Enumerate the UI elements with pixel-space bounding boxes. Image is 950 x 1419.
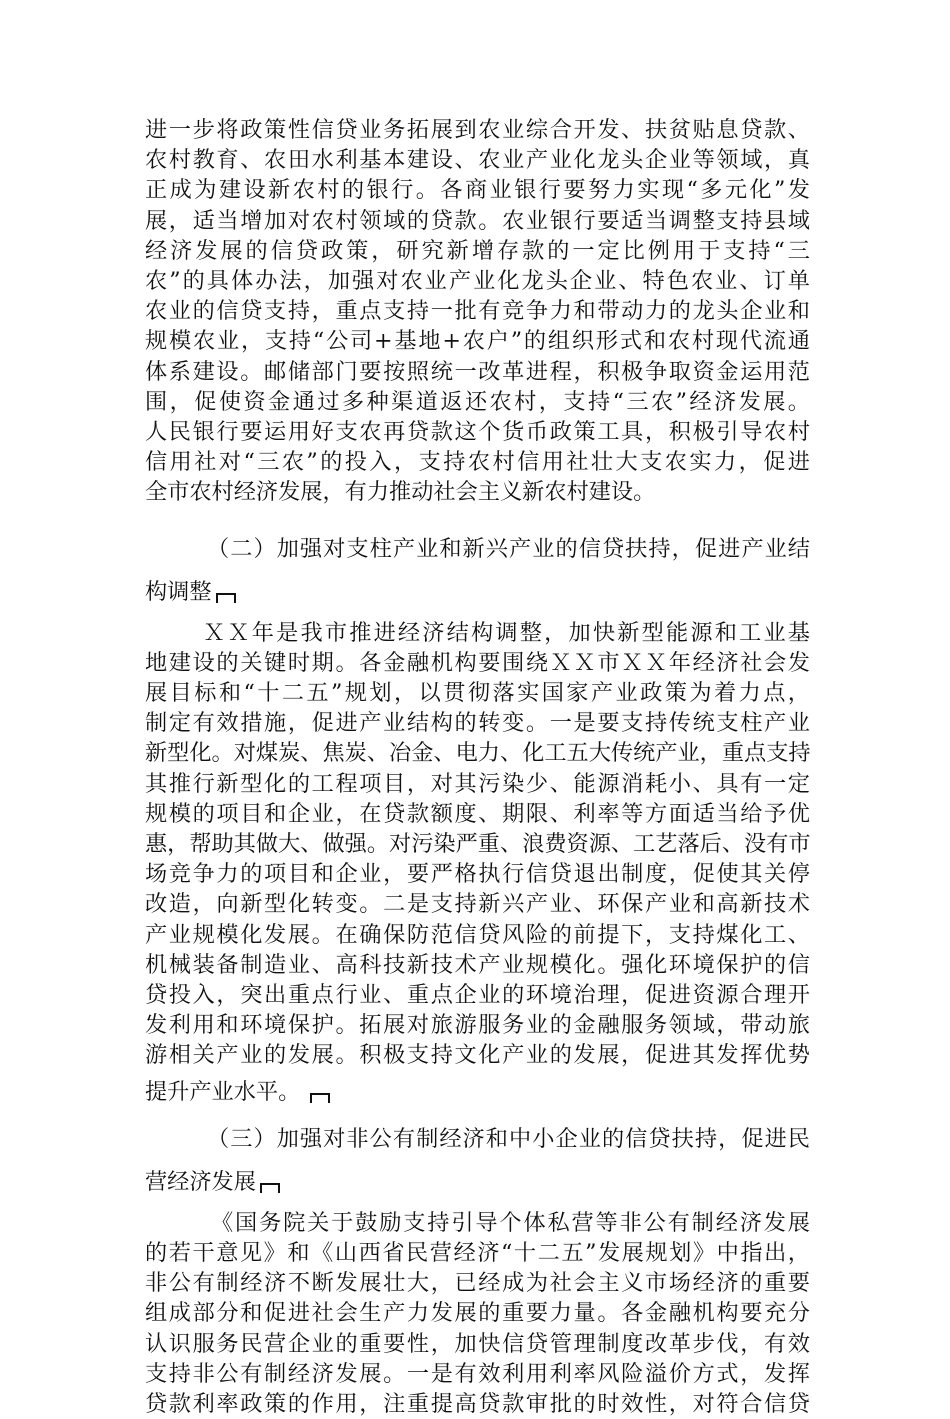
section-heading-2 <box>145 528 810 571</box>
text-line: 《国务院关于鼓励支持引导个体私营等非公有制经济发展 <box>211 1209 810 1236</box>
text-line: 进一步将政策性信贷业务拓展到农业综合开发、扶贫贴息贷款、 <box>145 117 810 143</box>
paragraph-private-economy <box>145 1208 810 1419</box>
text-line: 展目标和“十二五”规划，以贯彻落实国家产业政策为着力点， <box>145 680 810 707</box>
document-page <box>145 115 810 1419</box>
section-heading-3-cont <box>145 1161 810 1204</box>
section-heading-3 <box>145 1118 810 1161</box>
text-line: 经济发展的信贷政策，研究新增存款的一定比例用于支持“三 <box>145 237 810 264</box>
text-line: 贷款利率政策的作用，注重提高贷款审批的时效性，对符合信贷 <box>145 1390 810 1417</box>
paragraph-mark-icon <box>310 1093 330 1103</box>
text-line: 规模的项目和企业，在贷款额度、期限、利率等方面适当给予优 <box>145 800 810 827</box>
text-line: 制定有效措施，促进产业结构的转变。一是要支持传统支柱产业 <box>145 710 810 737</box>
text-line: 地建设的关键时期。各金融机构要围绕ＸＸ市ＸＸ年经济社会发 <box>145 649 810 676</box>
text-line: 产业规模化发展。在确保防范信贷风险的前提下，支持煤化工、 <box>145 921 810 948</box>
text-line: 其推行新型化的工程项目，对其污染少、能源消耗小、具有一定 <box>145 770 810 797</box>
text-line: 改造，向新型化转变。二是支持新兴产业、环保产业和高新技术 <box>145 891 810 918</box>
paragraph-mark-icon <box>260 1183 280 1193</box>
text-line: 的若干意见》和《山西省民营经济“十二五”发展规划》中指出， <box>145 1239 810 1266</box>
text-line: 新型化。对煤炭、焦炭、冶金、电力、化工五大传统产业，重点支持 <box>145 740 811 767</box>
text-line: 全市农村经济发展，有力推动社会主义新农村建设。 <box>145 479 656 506</box>
text-line: 人民银行要运用好支农再贷款这个货币政策工具，积极引导农村 <box>145 419 810 446</box>
text-line: 非公有制经济不断发展壮大，已经成为社会主义市场经济的重要 <box>145 1270 810 1297</box>
text-line: 围，促使资金通过多种渠道返还农村，支持“三农”经济发展。 <box>145 388 810 415</box>
text-line: 规模农业，支持“公司+基地+农户”的组织形式和农村现代流通 <box>145 328 810 355</box>
section-heading-2-cont <box>145 571 810 614</box>
heading-line: 构调整 <box>145 578 212 605</box>
text-line: 农业的信贷支持，重点支持一批有竞争力和带动力的龙头企业和 <box>145 298 810 325</box>
text-line: 提升产业水平。 <box>145 1078 301 1105</box>
text-line: 机械装备制造业、高科技新技术产业规模化。强化环境保护的信 <box>145 951 810 978</box>
text-line: 农村教育、农田水利基本建设、农业产业化龙头企业等领域，真 <box>145 147 810 174</box>
text-line: 支持非公有制经济发展。一是有效利用利率风险溢价方式，发挥 <box>145 1360 810 1387</box>
heading-line: （三）加强对非公有制经济和中小企业的信贷扶持，促进民 <box>207 1125 810 1152</box>
heading-line: 营经济发展 <box>145 1168 256 1195</box>
text-line: 认识服务民营企业的重要性，加快信贷管理制度改革步伐，有效 <box>145 1330 810 1357</box>
paragraph-mark-icon <box>216 593 236 603</box>
text-line: 惠，帮助其做大、做强。对污染严重、浪费资源、工艺落后、没有市 <box>145 831 811 858</box>
text-line: ＸＸ年是我市推进经济结构调整，加快新型能源和工业基 <box>203 619 810 646</box>
paragraph-tail <box>145 1071 810 1114</box>
text-line: 发利用和环境保护。拓展对旅游服务业的金融服务领域，带动旅 <box>145 1012 810 1039</box>
text-line: 体系建设。邮储部门要按照统一改革进程，积极争取资金运用范 <box>145 358 810 385</box>
text-line: 正成为建设新农村的银行。各商业银行要努力实现“多元化”发 <box>145 177 810 204</box>
text-line: 信用社对“三农”的投入，支持农村信用社壮大支农实力，促进 <box>145 449 810 476</box>
text-line: 游相关产业的发展。积极支持文化产业的发展，促进其发挥优势 <box>145 1042 810 1069</box>
text-line: 场竞争力的项目和企业，要严格执行信贷退出制度，促使其关停 <box>145 861 810 888</box>
text-line: 展，适当增加对农村领域的贷款。农业银行要适当调整支持县域 <box>145 207 810 234</box>
text-line: 农”的具体办法，加强对农业产业化龙头企业、特色农业、订单 <box>145 268 810 295</box>
heading-line: （二）加强对支柱产业和新兴产业的信贷扶持，促进产业结 <box>207 535 810 562</box>
text-line: 组成部分和促进社会生产力发展的重要力量。各金融机构要充分 <box>145 1300 810 1327</box>
paragraph-rural-credit <box>145 115 810 508</box>
text-line: 贷投入，突出重点行业、重点企业的环境治理，促进资源合理开 <box>145 982 810 1009</box>
paragraph-industry-credit <box>145 618 810 1071</box>
